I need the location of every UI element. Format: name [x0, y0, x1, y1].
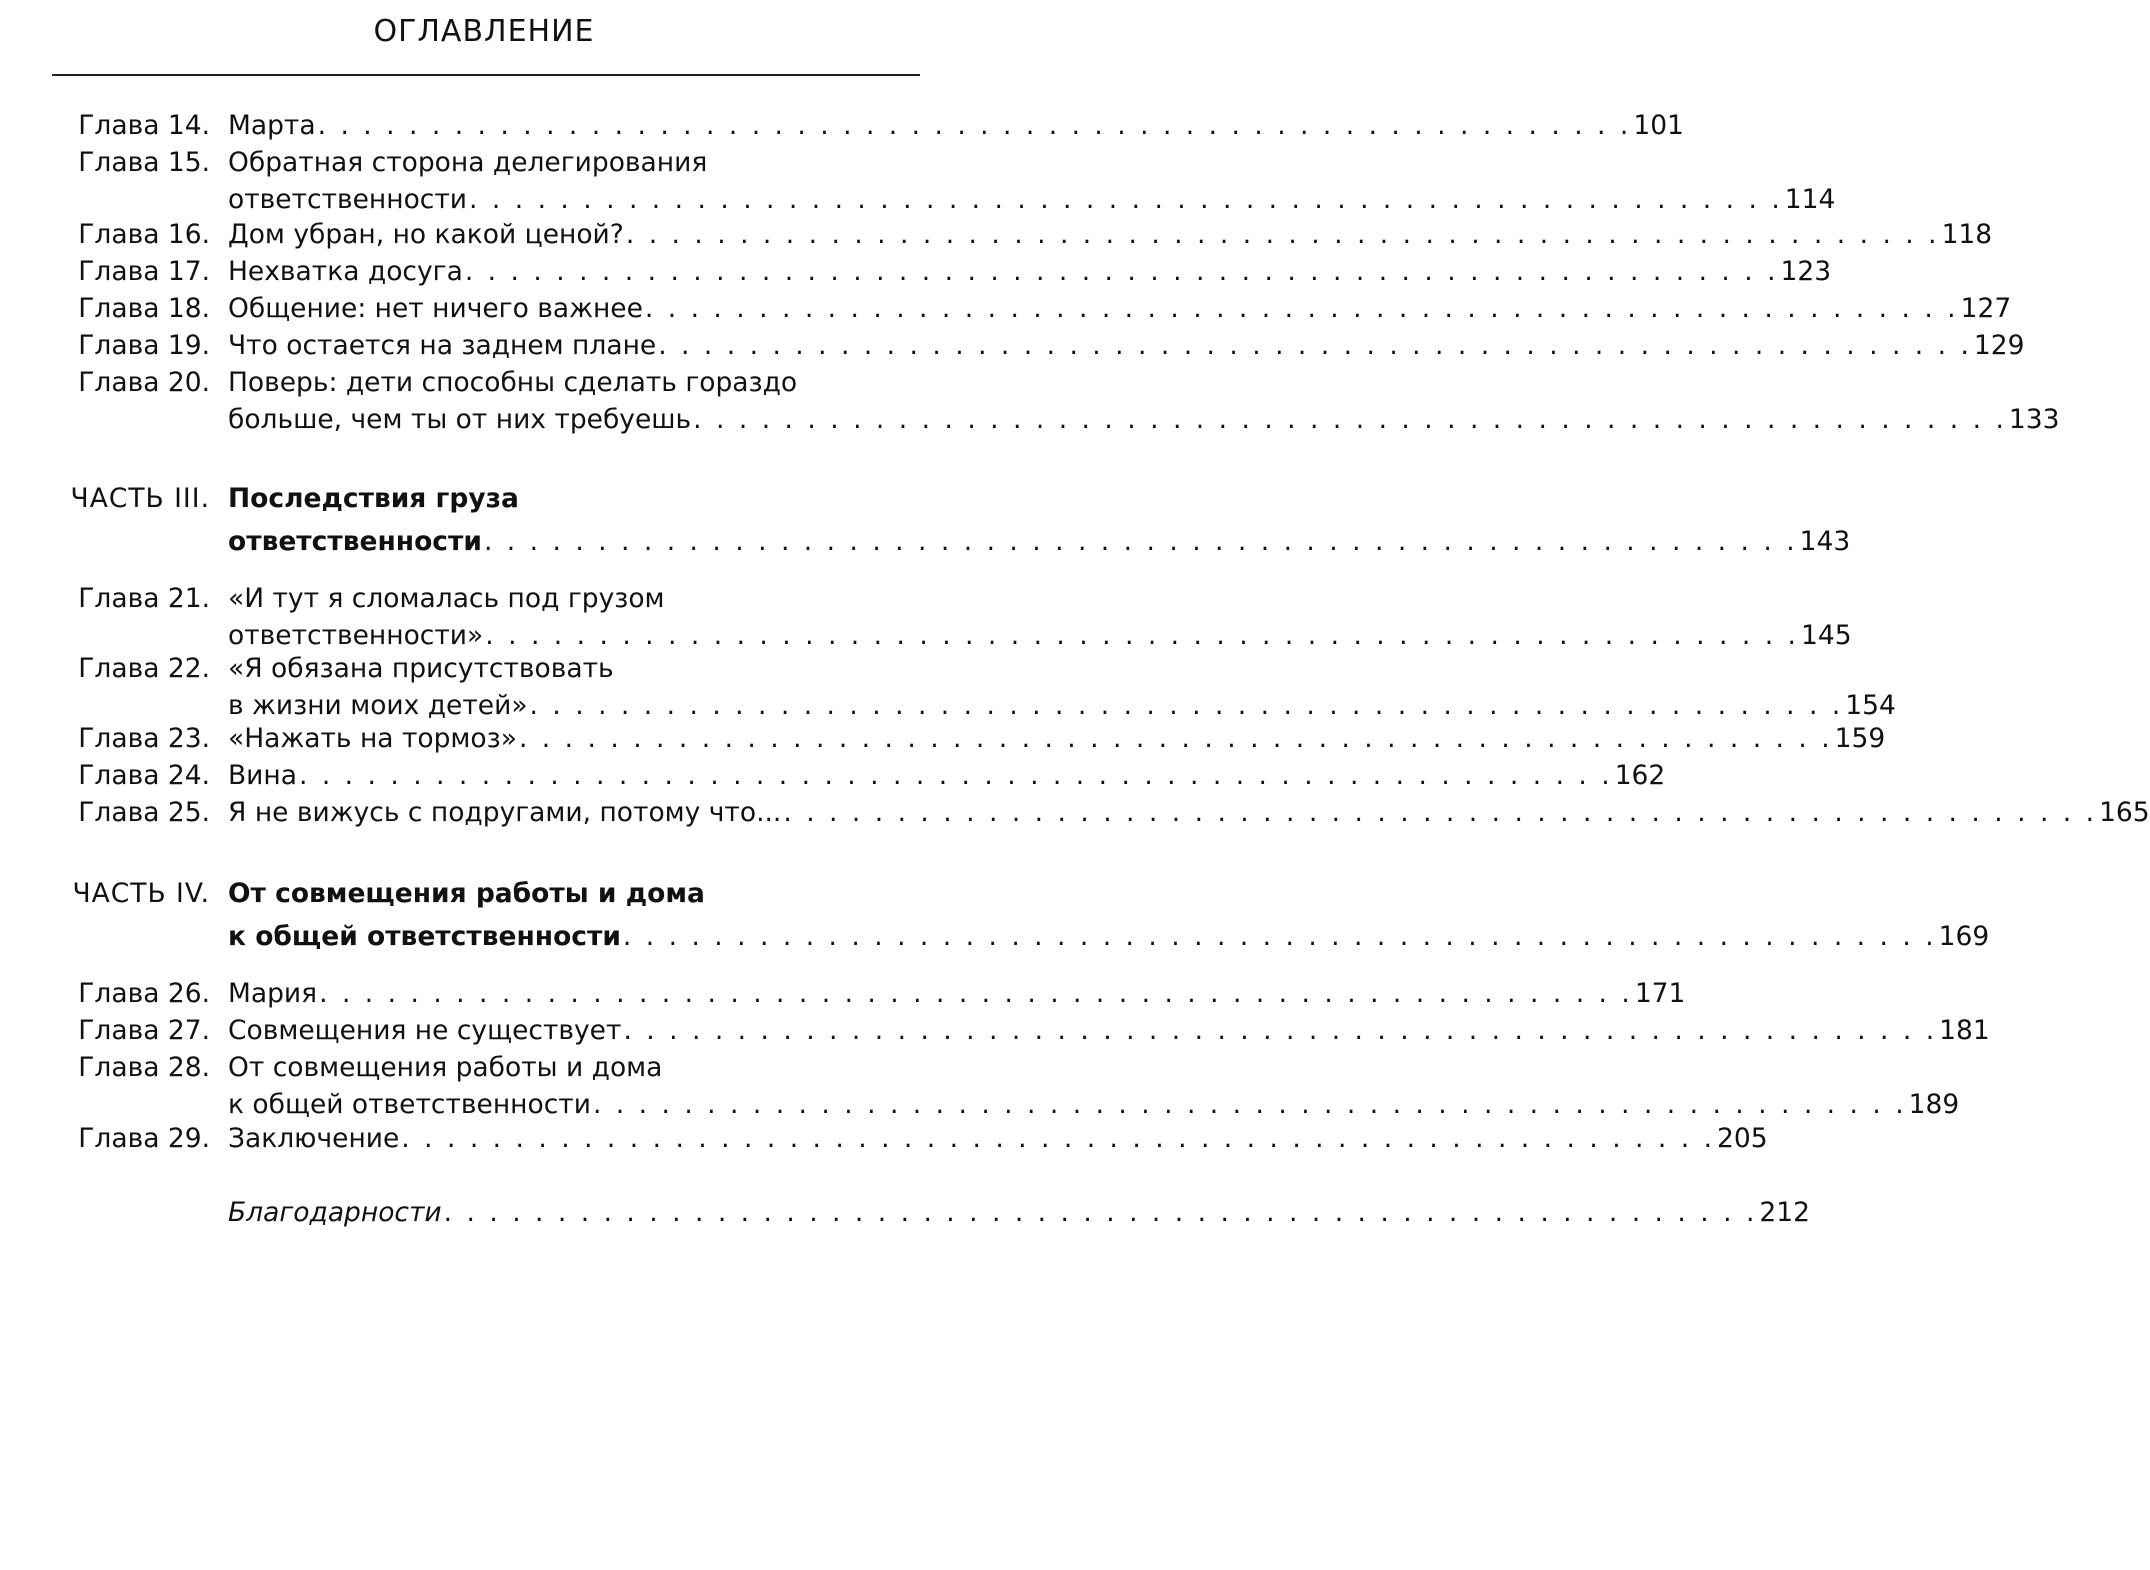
dot-leader: . . . . . . . . . . . . . . . . . . . . . . . . . . . . . . . . . . . . . . . . . . . . . . . . . . . . . . . . . . — [483, 526, 1798, 557]
entry-title-line1: «Я обязана присутствовать — [228, 653, 614, 684]
dot-leader: . . . . . . . . . . . . . . . . . . . . . . . . . . . . . . . . . . . . . . . . . . . . . . . . . . . . . . . . . . — [622, 921, 1937, 952]
dot-leader: . . . . . . . . . . . . . . . . . . . . . . . . . . . . . . . . . . . . . . . . . . . . . . . . . . . . . . . . . . — [783, 797, 2098, 828]
entry-title: Вина — [228, 760, 297, 791]
dot-leader: . . . . . . . . . . . . . . . . . . . . . . . . . . . . . . . . . . . . . . . . . . . . . . . . . . . . . . . . . . — [485, 620, 1799, 651]
part-label: ЧАСТЬ IV. — [72, 878, 210, 909]
dot-leader: . . . . . . . . . . . . . . . . . . . . . . . . . . . . . . . . . . . . . . . . . . . . . . . . . . . . . . . . . . — [625, 219, 1940, 250]
entry-title: ответственности» — [228, 620, 484, 651]
entry-label: Глава 21. — [78, 583, 210, 614]
entry-title: в жизни моих детей» — [228, 690, 528, 721]
dot-leader: . . . . . . . . . . . . . . . . . . . . . . . . . . . . . . . . . . . . . . . . . . . . . . . . . . . . . . . . . . — [693, 404, 2007, 435]
entry-title: Общение: нет ничего важнее — [228, 293, 643, 324]
entry-title: Мария — [228, 978, 318, 1009]
page-number: 133 — [2008, 404, 2060, 435]
entry-label: Глава 17. — [78, 256, 210, 287]
page-number: 189 — [1908, 1089, 1960, 1120]
entry-title: больше, чем ты от них требуешь — [228, 404, 692, 435]
entry-title: ответственности — [228, 184, 468, 215]
part-title: ответственности — [228, 526, 482, 557]
entry-label: Глава 22. — [78, 653, 210, 684]
page-number: 143 — [1799, 526, 1851, 557]
page-number: 169 — [1938, 921, 1990, 952]
dot-leader: . . . . . . . . . . . . . . . . . . . . . . . . . . . . . . . . . . . . . . . . . . . . . . . . . . . . . . . . . . — [401, 1123, 1716, 1154]
entry-label: Глава 14. — [78, 110, 210, 141]
entry-title: Что остается на заднем плане — [228, 330, 657, 361]
entry-label: Глава 23. — [78, 723, 210, 754]
dot-leader: . . . . . . . . . . . . . . . . . . . . . . . . . . . . . . . . . . . . . . . . . . . . . . . . . . . . . . . . . . — [623, 1015, 1938, 1046]
entry-title-line1: Обратная сторона делегирования — [228, 147, 708, 178]
page-number: 123 — [1780, 256, 1832, 287]
page-number: 162 — [1614, 760, 1666, 791]
entry-label: Глава 27. — [78, 1015, 210, 1046]
entry-title: к общей ответственности — [228, 1089, 591, 1120]
page-number: 129 — [1973, 330, 2025, 361]
dot-leader: . . . . . . . . . . . . . . . . . . . . . . . . . . . . . . . . . . . . . . . . . . . . . . . . . . . . . . . . . . — [298, 760, 1613, 791]
entry-label: Глава 19. — [78, 330, 210, 361]
page-number: 154 — [1845, 690, 1896, 721]
entry-title: Марта — [228, 110, 316, 141]
entry-label: Глава 29. — [78, 1123, 210, 1154]
entry-title: Совмещения не существует — [228, 1015, 622, 1046]
page-number: 165 — [2099, 797, 2150, 828]
entry-title: Нехватка досуга — [228, 256, 463, 287]
entry-label: Глава 15. — [78, 147, 210, 178]
part-title-line1: Последствия груза — [228, 483, 519, 514]
page-number: 114 — [1784, 184, 1836, 215]
dot-leader: . . . . . . . . . . . . . . . . . . . . . . . . . . . . . . . . . . . . . . . . . . . . . . . . . . . . . . . . . . — [319, 978, 1633, 1009]
entry-title-line1: «И тут я сломалась под грузом — [228, 583, 665, 614]
page-number: 181 — [1939, 1015, 1990, 1046]
dot-leader: . . . . . . . . . . . . . . . . . . . . . . . . . . . . . . . . . . . . . . . . . . . . . . . . . . . . . . . . . . — [592, 1089, 1907, 1120]
dot-leader: . . . . . . . . . . . . . . . . . . . . . . . . . . . . . . . . . . . . . . . . . . . . . . . . . . . . . . . . . . — [658, 330, 1972, 361]
dot-leader: . . . . . . . . . . . . . . . . . . . . . . . . . . . . . . . . . . . . . . . . . . . . . . . . . . . . . . . . . . — [518, 723, 1833, 754]
dot-leader: . . . . . . . . . . . . . . . . . . . . . . . . . . . . . . . . . . . . . . . . . . . . . . . . . . . . . . . . . . — [464, 256, 1779, 287]
entry-title-line1: Поверь: дети способны сделать гораздо — [228, 367, 798, 398]
dot-leader: . . . . . . . . . . . . . . . . . . . . . . . . . . . . . . . . . . . . . . . . . . . . . . . . . . . . . . . . . . — [529, 690, 1844, 721]
part-title-line1: От совмещения работы и дома — [228, 878, 705, 909]
entry-label: Глава 18. — [78, 293, 210, 324]
entry-title-line1: От совмещения работы и дома — [228, 1052, 663, 1083]
page-number: 118 — [1941, 219, 1993, 250]
page-number: 159 — [1834, 723, 1886, 754]
entry-label: Глава 24. — [78, 760, 210, 791]
dot-leader: . . . . . . . . . . . . . . . . . . . . . . . . . . . . . . . . . . . . . . . . . . . . . . . . . . . . . . . . . . — [443, 1197, 1758, 1228]
dot-leader: . . . . . . . . . . . . . . . . . . . . . . . . . . . . . . . . . . . . . . . . . . . . . . . . . . . . . . . . . . — [644, 293, 1959, 324]
entry-title: Благодарности — [228, 1197, 442, 1228]
part-title: к общей ответственности — [228, 921, 621, 952]
entry-title: Дом убран, но какой ценой? — [228, 219, 624, 250]
page-number: 212 — [1759, 1197, 1810, 1228]
page-number: 101 — [1633, 110, 1684, 141]
entry-label: Глава 16. — [78, 219, 210, 250]
part-label: ЧАСТЬ III. — [70, 483, 210, 514]
page-number: 127 — [1960, 293, 2012, 324]
entry-title: «Нажать на тормоз» — [228, 723, 517, 754]
dot-leader: . . . . . . . . . . . . . . . . . . . . . . . . . . . . . . . . . . . . . . . . . . . . . . . . . . . . . . . . . . — [317, 110, 1632, 141]
entry-title: Я не вижусь с подругами, потому что... — [228, 797, 782, 828]
entry-label: Глава 20. — [78, 367, 210, 398]
page-number: 205 — [1717, 1123, 1768, 1154]
page-number: 145 — [1800, 620, 1852, 651]
page-title: ОГЛАВЛЕНИЕ — [373, 14, 595, 49]
header-divider — [52, 74, 920, 76]
entry-label: Глава 26. — [78, 978, 210, 1009]
entry-label: Глава 28. — [78, 1052, 210, 1083]
entry-title: Заключение — [228, 1123, 400, 1154]
dot-leader: . . . . . . . . . . . . . . . . . . . . . . . . . . . . . . . . . . . . . . . . . . . . . . . . . . . . . . . . . . — [469, 184, 1783, 215]
entry-label: Глава 25. — [78, 797, 210, 828]
page-number: 171 — [1634, 978, 1686, 1009]
